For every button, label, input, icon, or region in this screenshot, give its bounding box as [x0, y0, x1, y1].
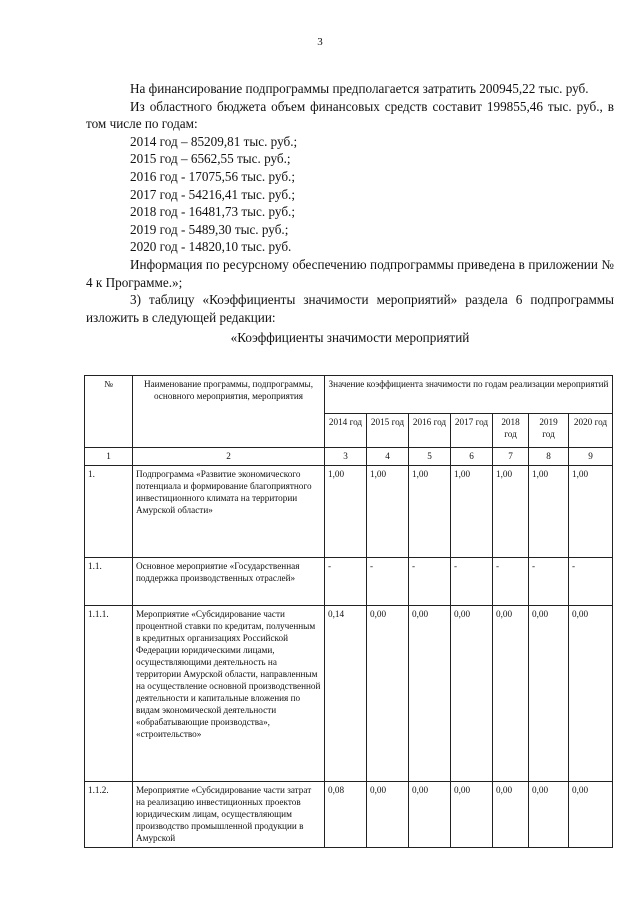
- column-number: 9: [569, 448, 613, 466]
- header-year: 2014 год: [325, 414, 367, 448]
- row-value: -: [325, 558, 367, 606]
- row-value: 1,00: [451, 466, 493, 558]
- paragraph-regional-budget: Из областного бюджета объем финансовых средств составит 199855,46 тыс. руб., в том числе по годам:: [86, 98, 614, 132]
- row-name: Мероприятие «Субсидирование части затрат на реализацию инвестиционных проектов юридическим лицам, осуществляющим производство промышленной продукции в Амурской: [133, 782, 325, 848]
- table-row: [85, 782, 613, 848]
- header-year: 2020 год: [569, 414, 613, 448]
- column-number: 5: [409, 448, 451, 466]
- header-name: Наименование программы, подпрограммы, основного мероприятия, мероприятия: [133, 376, 325, 448]
- column-number: 1: [85, 448, 133, 466]
- row-value: 1,00: [325, 466, 367, 558]
- table-row: [85, 466, 613, 558]
- row-value: 0,00: [367, 606, 409, 782]
- table-header-row: [85, 376, 613, 414]
- table-row: [85, 558, 613, 606]
- row-value: 0,14: [325, 606, 367, 782]
- row-name: Мероприятие «Субсидирование части процентной ставки по кредитам, полученным в кредитных организациях Российской Федерации юридическими лицами, осуществляющими деятельность на территории Амурской области, направленным на осуществление основной производственной деятельности и капитальные вложения по видам экономической деятельности «обрабатывающие производства», «строительство»: [133, 606, 325, 782]
- row-value: 0,00: [569, 782, 613, 848]
- row-number: 1.1.: [85, 558, 133, 606]
- header-number: №: [85, 376, 133, 448]
- row-value: 0,00: [409, 782, 451, 848]
- year-line-2015: 2015 год – 6562,55 тыс. руб.;: [130, 151, 291, 167]
- row-value: 0,00: [367, 782, 409, 848]
- column-number: 4: [367, 448, 409, 466]
- column-number: 6: [451, 448, 493, 466]
- year-line-2014: 2014 год – 85209,81 тыс. руб.;: [130, 133, 298, 149]
- row-value: -: [451, 558, 493, 606]
- column-number: 8: [529, 448, 569, 466]
- table-row: [85, 606, 613, 782]
- row-value: 0,00: [529, 782, 569, 848]
- column-number: 7: [493, 448, 529, 466]
- row-value: 1,00: [569, 466, 613, 558]
- row-value: 0,00: [529, 606, 569, 782]
- row-name: Основное мероприятие «Государственная поддержка производственных отраслей»: [133, 558, 325, 606]
- row-value: 1,00: [529, 466, 569, 558]
- paragraph-resource-info: Информация по ресурсному обеспечению подпрограммы приведена в приложении № 4 к Программе.»;: [86, 256, 614, 290]
- row-value: 0,00: [409, 606, 451, 782]
- year-line-2016: 2016 год - 17075,56 тыс. руб.;: [130, 168, 295, 184]
- body-text: [86, 80, 614, 347]
- paragraph-table-instruction: 3) таблицу «Коэффициенты значимости мероприятий» раздела 6 подпрограммы изложить в следующей редакции:: [86, 292, 614, 325]
- row-value: 0,08: [325, 782, 367, 848]
- column-number: 3: [325, 448, 367, 466]
- header-year: 2015 год: [367, 414, 409, 448]
- header-year: 2016 год: [409, 414, 451, 448]
- row-value: 1,00: [409, 466, 451, 558]
- row-value: -: [529, 558, 569, 606]
- header-coefficients-group: Значение коэффициента значимости по годам реализации мероприятий: [325, 376, 613, 414]
- row-value: 0,00: [451, 782, 493, 848]
- row-value: -: [367, 558, 409, 606]
- year-line-2018: 2018 год - 16481,73 тыс. руб.;: [130, 204, 295, 220]
- row-value: 0,00: [569, 606, 613, 782]
- row-number: 1.1.2.: [85, 782, 133, 848]
- row-value: 0,00: [493, 782, 529, 848]
- table-column-numbering-row: [85, 448, 613, 466]
- coefficients-table: [84, 375, 613, 848]
- row-value: -: [409, 558, 451, 606]
- row-value: 0,00: [493, 606, 529, 782]
- year-line-2020: 2020 год - 14820,10 тыс. руб.: [130, 239, 292, 255]
- row-name: Подпрограмма «Развитие экономического потенциала и формирование благоприятного инвестиционного климата на территории Амурской области»: [133, 466, 325, 558]
- column-number: 2: [133, 448, 325, 466]
- table-title: «Коэффициенты значимости мероприятий: [230, 330, 470, 346]
- paragraph-financing: На финансирование подпрограммы предполагается затратить 200945,22 тыс. руб.: [130, 81, 589, 96]
- year-line-2017: 2017 год - 54216,41 тыс. руб.;: [130, 186, 295, 202]
- row-number: 1.: [85, 466, 133, 558]
- row-value: 0,00: [451, 606, 493, 782]
- row-value: -: [569, 558, 613, 606]
- row-value: -: [493, 558, 529, 606]
- year-line-2019: 2019 год - 5489,30 тыс. руб.;: [130, 221, 289, 237]
- row-number: 1.1.1.: [85, 606, 133, 782]
- page-number: 3: [317, 36, 323, 48]
- header-year: 2018 год: [493, 414, 529, 448]
- header-year: 2019 год: [529, 414, 569, 448]
- row-value: 1,00: [367, 466, 409, 558]
- row-value: 1,00: [493, 466, 529, 558]
- header-year: 2017 год: [451, 414, 493, 448]
